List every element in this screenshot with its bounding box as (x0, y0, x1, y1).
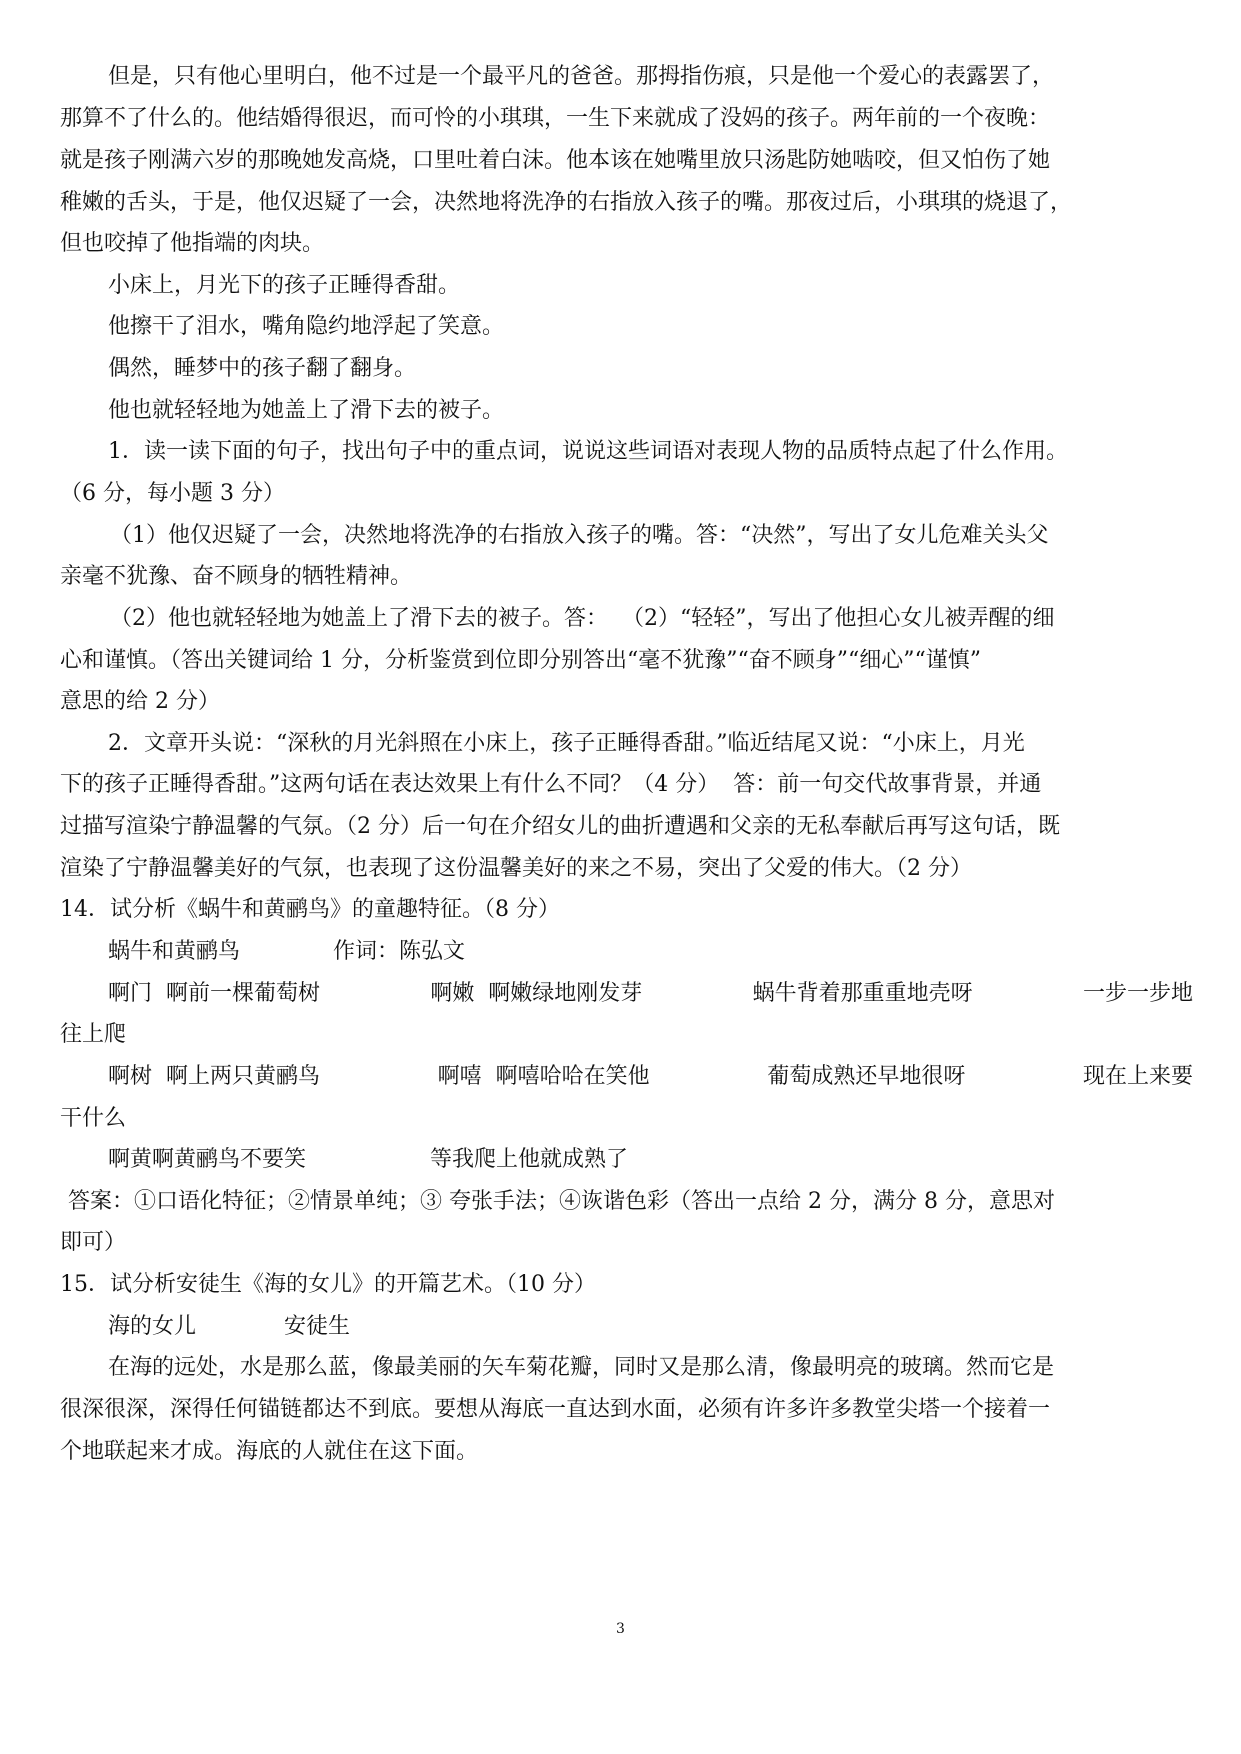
lyric-phrase: 啊树 啊上两只黄鹂鸟 (108, 1064, 320, 1089)
lyric-phrase: 现在上来要 (1082, 1064, 1193, 1089)
story-author: 安徒生 (284, 1314, 351, 1339)
story-text-line: 在海的远处，水是那么蓝，像最美丽的矢车菊花瓣，同时又是那么清，像最明亮的玻璃。然而它是 (108, 1355, 1055, 1380)
lyric-phrase: 等我爬上他就成熟了 (430, 1147, 629, 1172)
paragraph: 偶然，睡梦中的孩子翻了翻身。 (108, 356, 417, 381)
question-1-answer-1: （1）他仅迟疑了一会，决然地将洗净的右指放入孩子的嘴。答：“决然”，写出了女儿危难关头父 (110, 523, 1049, 548)
paragraph-line: 那算不了什么的。他结婚得很迟，而可怜的小琪琪，一生下来就成了没妈的孩子。两年前的一个夜晚： (60, 106, 1051, 131)
question-2: 渲染了宁静温馨美好的气氛，也表现了这份温馨美好的来之不易，突出了父爱的伟大。（2 分） (60, 856, 972, 881)
story-text-line: 很深很深，深得任何锚链都达不到底。要想从海底一直达到水面，必须有许多许多教堂尖塔一个接着一 (60, 1397, 1051, 1422)
question-2: 下的孩子正睡得香甜。”这两句话在表达效果上有什么不同？（4 分） 答：前一句交代故事背景，并通 (60, 772, 1042, 797)
song-author: 作词：陈弘文 (333, 939, 466, 964)
lyric-phrase: 蜗牛背着那重重地壳呀 (752, 981, 973, 1006)
lyrics-line (108, 1066, 1193, 1088)
question-1-answer-2: 心和谨慎。（答出关键词给 1 分，分析鉴赏到位即分别答出“毫不犹豫”“奋不顾身”“细心”“谨慎” (60, 648, 981, 673)
page-number: 3 (616, 1621, 625, 1637)
lyrics-line: 干什么 (60, 1106, 127, 1131)
paragraph: 他擦干了泪水，嘴角隐约地浮起了笑意。 (108, 314, 505, 339)
question-1-answer-2: 意思的给 2 分） (60, 689, 220, 714)
paragraph: 他也就轻轻地为她盖上了滑下去的被子。 (108, 398, 505, 423)
question-14-answer: 答案：①口语化特征；②情景单纯；③ 夸张手法；④诙谐色彩（答出一点给 2 分，满分 8 分，意思对 (68, 1189, 1055, 1214)
paragraph-line: 稚嫩的舌头，于是，他仅迟疑了一会，决然地将洗净的右指放入孩子的嘴。那夜过后，小琪琪的烧退了， (60, 190, 1073, 215)
question-1-prompt: （6 分，每小题 3 分） (60, 481, 285, 506)
song-title: 蜗牛和黄鹂鸟 (108, 939, 241, 964)
paragraph-line: 就是孩子刚满六岁的那晚她发高烧，口里吐着白沫。他本该在她嘴里放只汤匙防她啮咬，但又怕伤了她 (60, 148, 1051, 173)
lyric-phrase: 啊黄啊黄鹂鸟不要笑 (108, 1147, 307, 1172)
paragraph-line: 但是，只有他心里明白，他不过是一个最平凡的爸爸。那拇指伤痕，只是他一个爱心的表露罢了， (108, 64, 1055, 89)
lyric-phrase: 一步一步地 (1082, 981, 1193, 1006)
paragraph: 小床上，月光下的孩子正睡得香甜。 (108, 273, 461, 298)
question-14-answer: 即可） (60, 1230, 127, 1255)
lyric-phrase: 啊门 啊前一棵葡萄树 (108, 981, 320, 1006)
lyrics-line: 往上爬 (60, 1022, 127, 1047)
lyrics-line (108, 983, 1193, 1005)
story-title: 海的女儿 (108, 1314, 197, 1339)
question-2: 2．文章开头说：“深秋的月光斜照在小床上，孩子正睡得香甜。”临近结尾又说：“小床上，月光 (108, 731, 1025, 756)
lyric-phrase: 葡萄成熟还早地很呀 (767, 1064, 966, 1089)
question-14-heading: 14．试分析《蜗牛和黄鹂鸟》的童趣特征。（8 分） (60, 897, 560, 922)
lyric-phrase: 啊嘻 啊嘻哈哈在笑他 (437, 1064, 650, 1089)
lyric-phrase: 啊嫩 啊嫩绿地刚发芽 (430, 981, 643, 1006)
paragraph-line: 但也咬掉了他指端的肉块。 (60, 231, 325, 256)
question-15-heading: 15．试分析安徒生《海的女儿》的开篇艺术。（10 分） (60, 1272, 596, 1297)
question-1-answer-1: 亲毫不犹豫、奋不顾身的牺牲精神。 (60, 564, 413, 589)
question-1-prompt: 1．读一读下面的句子，找出句子中的重点词，说说这些词语对表现人物的品质特点起了什么作用。 (108, 439, 1069, 464)
question-1-answer-2: （2）他也就轻轻地为她盖上了滑下去的被子。答： （2）“轻轻”，写出了他担心女儿被弄醒的细 (110, 606, 1055, 631)
story-text-line: 个地联起来才成。海底的人就住在这下面。 (60, 1439, 479, 1464)
question-2: 过描写渲染宁静温馨的气氛。（2 分）后一句在介绍女儿的曲折遭遇和父亲的无私奉献后再写这句话，既 (60, 814, 1060, 839)
